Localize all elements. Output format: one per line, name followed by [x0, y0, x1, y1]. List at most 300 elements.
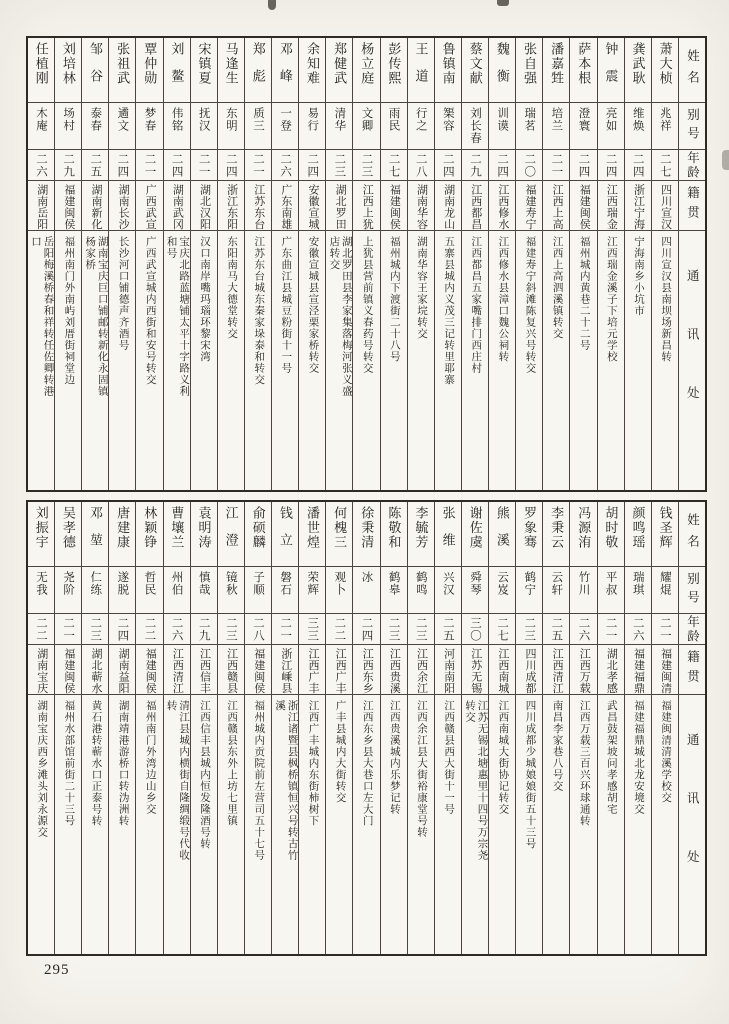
entry-address-cell: 安徽宣城县宣泾栗家桥转交: [299, 230, 325, 482]
directory-entry-column: [55, 502, 82, 954]
entry-age-cell: 二四: [109, 613, 135, 644]
entry-native-place-cell: 福建闽侯: [245, 644, 271, 694]
entry-name-cell: 冯源洧: [576, 506, 592, 550]
entry-alias-cell: 遹文: [109, 102, 135, 149]
entry-native-place-cell: 江苏无锡: [462, 644, 488, 694]
directory-entry-column: [598, 502, 625, 954]
header-address-label: 通讯处: [679, 230, 705, 482]
entry-name-cell: 李毓芳: [413, 506, 429, 550]
entry-alias-cell: 镜秋: [218, 566, 244, 613]
entry-name-cell: 林颖铮: [142, 506, 158, 550]
entry-alias-cell: 云轩: [543, 566, 569, 613]
directory-entry-column: [245, 38, 272, 490]
entry-native-place-cell: 四川成都: [516, 644, 542, 694]
header-age-label: 年龄: [679, 613, 705, 644]
entry-age-cell: 二九: [55, 149, 81, 180]
entry-name-cell: 彭传熙: [386, 42, 402, 86]
entry-address-cell: 四川宣汉县南坝场新昌转: [652, 230, 678, 482]
entry-native-place-cell: 安徽宣城: [299, 180, 325, 230]
entry-name-cell: 萨本根: [576, 42, 592, 86]
directory-entry-column: [625, 38, 652, 490]
table-header-column: [679, 502, 705, 954]
entry-native-place-cell: 福建闽侯: [570, 180, 596, 230]
entry-address-cell: 黄石港转蕲水口正泰号转: [82, 694, 108, 946]
directory-entry-column: [408, 38, 435, 490]
entry-name-cell: 钟震: [603, 42, 619, 96]
entry-native-place-cell: 江西东乡: [353, 644, 379, 694]
entry-native-place-cell: 江西清江: [164, 644, 190, 694]
header-age-label: 年龄: [679, 149, 705, 180]
entry-address-cell: 湖南宝庆巨口铺邮转新化永固镇杨家桥: [82, 230, 108, 482]
directory-table-bottom: [26, 500, 707, 956]
entry-name-cell: 萧大桢: [657, 42, 673, 86]
entry-native-place-cell: 江西瑞金: [598, 180, 624, 230]
entry-address-cell: 汉口南岸嘴玛瑙环黎宋湾: [191, 230, 217, 482]
scan-artifact: [497, 0, 509, 6]
entry-address-cell: 湖南华容王家垸转交: [408, 230, 434, 482]
directory-entry-column: [381, 502, 408, 954]
entry-name-cell: 邓堃: [88, 506, 103, 560]
directory-entry-column: [652, 502, 679, 954]
entry-age-cell: 二一: [55, 613, 81, 644]
entry-name-cell: 罗象骞: [522, 506, 537, 550]
entry-name-cell: 刘振宇: [33, 506, 49, 550]
entry-native-place-cell: 福建闽清: [652, 644, 678, 694]
directory-entry-column: [28, 502, 55, 954]
entry-alias-cell: 东明: [218, 102, 244, 149]
entry-address-cell: 武昌鼓架坡问孝感胡宅: [598, 694, 624, 946]
entry-native-place-cell: 湖南武冈: [164, 180, 190, 230]
entry-native-place-cell: 江西广丰: [299, 644, 325, 694]
directory-entry-column: [164, 38, 191, 490]
entry-age-cell: 二〇: [516, 149, 542, 180]
entry-native-place-cell: 湖南龙山: [435, 180, 461, 230]
entry-age-cell: 二一: [543, 149, 569, 180]
entry-alias-cell: 雨民: [381, 102, 407, 149]
directory-entry-column: [462, 502, 489, 954]
entry-native-place-cell: 湖南新化: [82, 180, 108, 230]
entry-address-cell: 福建寿宁斜滩陈复兴号转交: [516, 230, 542, 482]
entry-name-cell: 宋镇夏: [196, 42, 212, 86]
directory-entry-column: [408, 502, 435, 954]
entry-native-place-cell: 湖北孝感: [598, 644, 624, 694]
entry-alias-cell: 冰: [353, 566, 379, 613]
header-alias-label: 别号: [679, 566, 705, 613]
entry-native-place-cell: 湖南益阳: [109, 644, 135, 694]
entry-alias-cell: 荣辉: [299, 566, 325, 613]
entry-name-cell: 袁明涛: [196, 506, 212, 550]
entry-address-cell: 江西赣县西大街十一号: [435, 694, 461, 946]
entry-age-cell: 二三: [326, 149, 352, 180]
entry-address-cell: 江西余江县大街裕康堂号转: [408, 694, 434, 946]
entry-address-cell: 湖南宝庆西乡滩头刘永源交: [28, 694, 54, 946]
entry-native-place-cell: 湖北汉阳: [191, 180, 217, 230]
entry-name-cell: 颜鸣瑶: [630, 506, 646, 550]
entry-name-cell: 谢佐虞: [467, 506, 483, 550]
entry-name-cell: 张祖武: [115, 42, 131, 86]
entry-alias-cell: 瑞茗: [516, 102, 542, 149]
entry-age-cell: 二六: [625, 613, 651, 644]
entry-native-place-cell: 江西万载: [570, 644, 596, 694]
entry-alias-cell: 一登: [272, 102, 298, 149]
entry-name-cell: 徐秉清: [359, 506, 375, 550]
directory-entry-column: [272, 502, 299, 954]
directory-entry-column: [489, 38, 516, 490]
entry-native-place-cell: 广西武宣: [136, 180, 162, 230]
entry-age-cell: 二四: [353, 613, 379, 644]
entry-name-cell: 潘世煌: [305, 506, 320, 550]
entry-address-cell: 江西都昌五家嘴排门西庄村: [462, 230, 488, 482]
entry-alias-cell: 行之: [408, 102, 434, 149]
entry-name-cell: 唐建康: [115, 506, 131, 550]
directory-entry-column: [543, 502, 570, 954]
entry-age-cell: 二四: [109, 149, 135, 180]
entry-alias-cell: 鹤宁: [516, 566, 542, 613]
entry-age-cell: 三〇: [462, 613, 488, 644]
entry-native-place-cell: 江西上犹: [353, 180, 379, 230]
entry-address-cell: 福建闽清清溪学校交: [652, 694, 678, 946]
entry-address-cell: 江西修水县漳口魏公祠转: [489, 230, 515, 482]
directory-entry-column: [218, 38, 245, 490]
directory-entry-column: [353, 38, 380, 490]
entry-native-place-cell: 江西信丰: [191, 644, 217, 694]
entry-age-cell: 二七: [381, 149, 407, 180]
entry-alias-cell: 质三: [245, 102, 271, 149]
entry-name-cell: 蔡文献: [467, 42, 483, 86]
header-native-place-label: 籍贯: [679, 180, 705, 230]
entry-native-place-cell: 江西上高: [543, 180, 569, 230]
entry-native-place-cell: 湖南华容: [408, 180, 434, 230]
entry-alias-cell: 梦春: [136, 102, 162, 149]
entry-address-cell: 东阳南马大德堂转交: [218, 230, 244, 482]
entry-native-place-cell: 浙江宁海: [625, 180, 651, 230]
entry-address-cell: 广丰县城内大街转交: [326, 694, 352, 946]
entry-alias-cell: 舜琴: [462, 566, 488, 613]
entry-native-place-cell: 湖南宝庆: [28, 644, 54, 694]
entry-alias-cell: 清华: [326, 102, 352, 149]
entry-native-place-cell: 福建寿宁: [516, 180, 542, 230]
directory-entry-column: [435, 502, 462, 954]
entry-native-place-cell: 四川宣汉: [652, 180, 678, 230]
directory-entry-column: [570, 502, 597, 954]
entry-address-cell: 五寨县城内义茂三记转里耶寨: [435, 230, 461, 482]
entry-alias-cell: 澄寰: [570, 102, 596, 149]
entry-alias-cell: 训谟: [489, 102, 515, 149]
entry-alias-cell: 刘长春: [462, 102, 488, 149]
entry-alias-cell: 维焕: [625, 102, 651, 149]
entry-age-cell: 二七: [652, 149, 678, 180]
entry-alias-cell: 观卜: [326, 566, 352, 613]
entry-address-cell: 江西广丰城内东街柿树下: [299, 694, 325, 946]
entry-address-cell: 江西南城大街协记转交: [489, 694, 515, 946]
entry-address-cell: 南昌李家巷八号交: [543, 694, 569, 946]
entry-address-cell: 江苏无锡北塘惠里十四号万宗尧转交: [462, 694, 488, 946]
entry-name-cell: 张自强: [522, 42, 537, 86]
entry-native-place-cell: 福建闽侯: [136, 644, 162, 694]
entry-address-cell: 上犹县营前镇义春药号转交: [353, 230, 379, 482]
entry-native-place-cell: 湖北罗田: [326, 180, 352, 230]
entry-address-cell: 清江县城内横街自隆绸缎号代收转: [164, 694, 190, 946]
entry-age-cell: 二六: [164, 613, 190, 644]
entry-alias-cell: 抚汉: [191, 102, 217, 149]
entry-name-cell: 钱圣辉: [657, 506, 673, 550]
entry-address-cell: 福建福鼎城北龙安境交: [625, 694, 651, 946]
entry-age-cell: 二三: [82, 613, 108, 644]
entry-alias-cell: 耀焜: [652, 566, 678, 613]
entry-age-cell: 二四: [218, 149, 244, 180]
entry-alias-cell: 木庵: [28, 102, 54, 149]
entry-name-cell: 龚武耿: [630, 42, 646, 86]
entry-alias-cell: 哲民: [136, 566, 162, 613]
directory-entry-column: [516, 502, 543, 954]
entry-name-cell: 陈敬和: [386, 506, 402, 550]
directory-entry-column: [164, 502, 191, 954]
entry-alias-cell: 兴汉: [435, 566, 461, 613]
entry-native-place-cell: 浙江嵊县: [272, 644, 298, 694]
entry-native-place-cell: 江西余江: [408, 644, 434, 694]
entry-alias-cell: 遂脱: [109, 566, 135, 613]
entry-name-cell: 俞硕麟: [250, 506, 266, 550]
entry-alias-cell: 子顺: [245, 566, 271, 613]
entry-name-cell: 胡时敬: [603, 506, 619, 550]
entry-age-cell: 二四: [299, 149, 325, 180]
entry-alias-cell: 亮如: [598, 102, 624, 149]
directory-entry-column: [136, 502, 163, 954]
entry-alias-cell: 竹川: [570, 566, 596, 613]
entry-age-cell: 二一: [191, 149, 217, 180]
directory-entry-column: [435, 38, 462, 490]
entry-alias-cell: 鹤皋: [381, 566, 407, 613]
entry-native-place-cell: 江西南城: [489, 644, 515, 694]
entry-name-cell: 郑彪: [250, 42, 266, 96]
entry-alias-cell: 瑞琪: [625, 566, 651, 613]
entry-address-cell: 江西瑞金溪子下培元学校: [598, 230, 624, 482]
directory-entry-column: [326, 38, 353, 490]
entry-address-cell: 福州城内下渡街二十八号: [381, 230, 407, 482]
directory-entry-column: [489, 502, 516, 954]
entry-age-cell: 二四: [489, 149, 515, 180]
entry-native-place-cell: 江西都昌: [462, 180, 488, 230]
directory-entry-column: [136, 38, 163, 490]
entry-address-cell: 江西东乡县大巷口左大门: [353, 694, 379, 946]
directory-entry-column: [28, 38, 55, 490]
entry-address-cell: 江西贵溪城内乐梦记转: [381, 694, 407, 946]
entry-age-cell: 二九: [191, 613, 217, 644]
entry-age-cell: 二三: [408, 613, 434, 644]
entry-native-place-cell: 湖南岳阳: [28, 180, 54, 230]
entry-address-cell: 福州南门外南屿刘厝街祠堂边: [55, 230, 81, 482]
entry-alias-cell: 易行: [299, 102, 325, 149]
entry-age-cell: 二六: [272, 149, 298, 180]
directory-entry-column: [272, 38, 299, 490]
entry-age-cell: 二二: [28, 613, 54, 644]
entry-age-cell: 二二: [326, 613, 352, 644]
entry-address-cell: 江西赣县东外上坊七里镇: [218, 694, 244, 946]
directory-entry-column: [625, 502, 652, 954]
entry-address-cell: 广东曲江县城豆粉街十一号: [272, 230, 298, 482]
entry-alias-cell: 平叔: [598, 566, 624, 613]
entry-address-cell: 湖南靖港游桥口转沩洲转: [109, 694, 135, 946]
entry-address-cell: 湖北罗田县李家集落梅河张义盛店转交: [326, 230, 352, 482]
entry-age-cell: 二五: [435, 613, 461, 644]
entry-address-cell: 福州水部馆前街二十三号: [55, 694, 81, 946]
entry-native-place-cell: 福建闽侯: [381, 180, 407, 230]
entry-name-cell: 王道: [413, 42, 429, 96]
entry-alias-cell: 鹤鸣: [408, 566, 434, 613]
entry-address-cell: 宁海南乡小坑市: [625, 230, 651, 482]
entry-age-cell: 二五: [82, 149, 108, 180]
entry-age-cell: 二三: [381, 613, 407, 644]
entry-age-cell: 二四: [164, 149, 190, 180]
entry-name-cell: 熊溪: [494, 506, 510, 560]
entry-age-cell: 二四: [598, 149, 624, 180]
entry-alias-cell: 无我: [28, 566, 54, 613]
directory-entry-column: [353, 502, 380, 954]
directory-entry-column: [245, 502, 272, 954]
entry-name-cell: 江澄: [223, 506, 239, 560]
entry-alias-cell: 文卿: [353, 102, 379, 149]
entry-age-cell: 二三: [218, 613, 244, 644]
entry-name-cell: 马逢生: [223, 42, 239, 86]
entry-native-place-cell: 福建闽侯: [55, 644, 81, 694]
entry-name-cell: 刘鳌: [169, 42, 185, 96]
directory-entry-column: [543, 38, 570, 490]
entry-address-cell: 福州城内贡院前左营司五十七号: [245, 694, 271, 946]
entry-age-cell: 二六: [28, 149, 54, 180]
entry-address-cell: 福州城内黄巷二十二号: [570, 230, 596, 482]
entry-age-cell: 二四: [570, 149, 596, 180]
entry-alias-cell: 培兰: [543, 102, 569, 149]
entry-age-cell: 二八: [408, 149, 434, 180]
entry-alias-cell: 场村: [55, 102, 81, 149]
entry-alias-cell: 云岌: [489, 566, 515, 613]
entry-alias-cell: 兆祥: [652, 102, 678, 149]
directory-entry-column: [598, 38, 625, 490]
scan-artifact: [722, 150, 729, 170]
entry-age-cell: 二八: [245, 613, 271, 644]
scan-artifact: [268, 0, 276, 10]
header-alias-label: 别号: [679, 102, 705, 149]
entry-age-cell: 二一: [136, 149, 162, 180]
entry-name-cell: 覃仲勋: [142, 42, 158, 86]
entry-address-cell: 四川成都少城娘娘街五十三号: [516, 694, 542, 946]
directory-entry-column: [82, 38, 109, 490]
entry-alias-cell: 州伯: [164, 566, 190, 613]
entry-native-place-cell: 江西贵溪: [381, 644, 407, 694]
entry-name-cell: 郑健武: [332, 42, 348, 86]
entry-address-cell: 长沙河口铺德声齐酒号: [109, 230, 135, 482]
entry-address-cell: 宝庆北路蓝塘铺太平十字路义利和号: [164, 230, 190, 482]
entry-name-cell: 吴孝德: [60, 506, 76, 550]
entry-alias-cell: 磐石: [272, 566, 298, 613]
directory-entry-column: [570, 38, 597, 490]
entry-native-place-cell: 浙江东阳: [218, 180, 244, 230]
directory-entry-column: [326, 502, 353, 954]
header-native-place-label: 籍贯: [679, 644, 705, 694]
header-name-label: 姓名: [685, 512, 700, 556]
directory-table-top: [26, 36, 707, 492]
entry-name-cell: 何槐三: [332, 506, 348, 550]
entry-age-cell: 二四: [625, 149, 651, 180]
entry-native-place-cell: 福建福鼎: [625, 644, 651, 694]
directory-entry-column: [516, 38, 543, 490]
directory-entry-column: [652, 38, 679, 490]
directory-entry-column: [191, 38, 218, 490]
entry-name-cell: 刘培林: [60, 42, 76, 86]
entry-name-cell: 钱立: [277, 506, 293, 560]
entry-name-cell: 任植刚: [33, 42, 49, 86]
entry-name-cell: 张维: [440, 506, 456, 560]
entry-address-cell: 江苏东台城东秦家垛泰和转交: [245, 230, 271, 482]
directory-entry-column: [462, 38, 489, 490]
directory-entry-column: [299, 502, 326, 954]
directory-entry-column: [218, 502, 245, 954]
entry-age-cell: 二一: [272, 613, 298, 644]
entry-alias-cell: 泰春: [82, 102, 108, 149]
entry-native-place-cell: 湖北蕲水: [82, 644, 108, 694]
entry-address-cell: 岳阳梅溪桥春和祥转任佐卿转港口: [28, 230, 54, 482]
entry-age-cell: 二二: [136, 613, 162, 644]
entry-age-cell: 三三: [299, 613, 325, 644]
entry-alias-cell: 慎哉: [191, 566, 217, 613]
entry-age-cell: 二九: [462, 149, 488, 180]
entry-name-cell: 鲁镇南: [440, 42, 456, 86]
directory-entry-column: [55, 38, 82, 490]
entry-age-cell: 二六: [570, 613, 596, 644]
entry-native-place-cell: 江苏东台: [245, 180, 271, 230]
entry-native-place-cell: 江西清江: [543, 644, 569, 694]
directory-entry-column: [82, 502, 109, 954]
entry-age-cell: 二一: [598, 613, 624, 644]
table-header-column: [679, 38, 705, 490]
entry-native-place-cell: 江西修水: [489, 180, 515, 230]
entry-address-cell: 江西上高泗溪镇转交: [543, 230, 569, 482]
entry-alias-cell: 伟铭: [164, 102, 190, 149]
entry-address-cell: 福州南门外湾边山乡交: [136, 694, 162, 946]
directory-entry-column: [191, 502, 218, 954]
entry-name-cell: 杨立庭: [359, 42, 375, 86]
page-number: 295: [44, 962, 70, 978]
entry-age-cell: 二四: [435, 149, 461, 180]
directory-entry-column: [109, 502, 136, 954]
entry-age-cell: 二三: [516, 613, 542, 644]
entry-name-cell: 李秉云: [549, 506, 565, 550]
directory-entry-column: [109, 38, 136, 490]
header-address-label: 通讯处: [679, 694, 705, 946]
entry-native-place-cell: 江西广丰: [326, 644, 352, 694]
directory-entry-column: [299, 38, 326, 490]
entry-age-cell: 二五: [543, 613, 569, 644]
header-name-label: 姓名: [685, 48, 700, 92]
entry-age-cell: 二一: [652, 613, 678, 644]
entry-address-cell: 浙江诸暨县枫桥镇恒兴号转古竹溪: [272, 694, 298, 946]
entry-name-cell: 余知难: [305, 42, 320, 86]
entry-name-cell: 潘嘉甡: [549, 42, 565, 86]
entry-native-place-cell: 江西赣县: [218, 644, 244, 694]
entry-age-cell: 二三: [353, 149, 379, 180]
entry-native-place-cell: 广东南雄: [272, 180, 298, 230]
entry-name-cell: 邓峰: [277, 42, 293, 96]
entry-native-place-cell: 湖南长沙: [109, 180, 135, 230]
entry-native-place-cell: 河南南阳: [435, 644, 461, 694]
entry-alias-cell: 尧阶: [55, 566, 81, 613]
entry-age-cell: 二一: [245, 149, 271, 180]
entry-age-cell: 二七: [489, 613, 515, 644]
entry-address-cell: 江西信丰县城内恒发隆酒号转: [191, 694, 217, 946]
entry-name-cell: 魏衡: [494, 42, 510, 96]
entry-address-cell: 广西武宣城内西街和安号转交: [136, 230, 162, 482]
entry-name-cell: 邹谷: [88, 42, 103, 96]
